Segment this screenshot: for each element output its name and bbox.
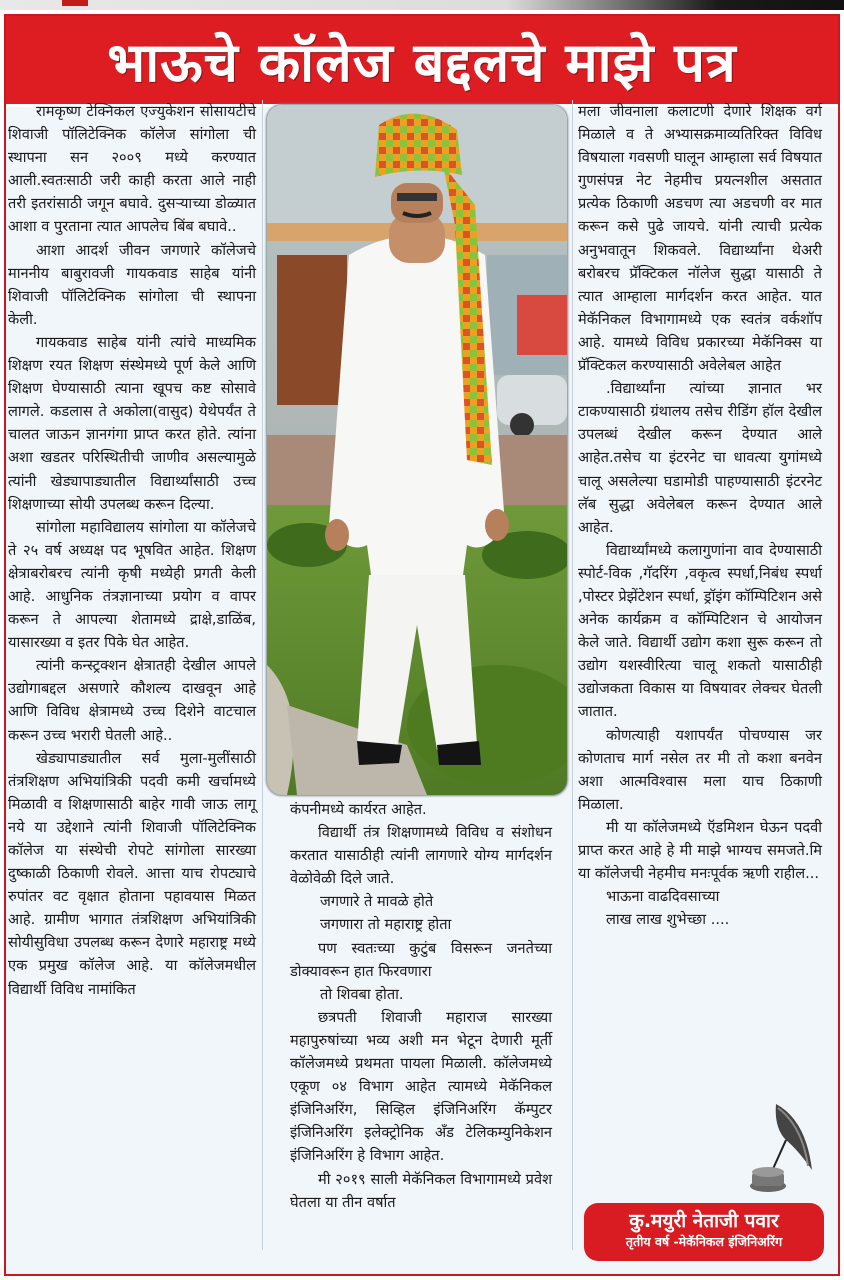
poem-line: पण स्वतःच्या कुटुंब विसरून जनतेच्या डोक्यावरून हात फिरवणारा [290,939,552,980]
author-name: कु.मयुरी नेताजी पवार [629,1210,779,1232]
article-column-2 [290,798,552,1214]
article-column-3 [578,100,822,931]
signature-box [584,1203,824,1261]
paragraph: .विद्यार्थ्यांना त्यांच्या ज्ञानात भर टाकण्यासाठी ग्रंथालय तसेच रीडिंग हॉल देखील उपलब्धं देखील करून देण्यात आले आहेत.तसेच या इंटरनेट चा धावत्या युगांमध्ये चालू असलेल्या घडामोडी पाहण्यासाठी इंटरनेट लॅब सुद्धा अवेलेबल करून देण्यात आले आहेत. [578,380,822,536]
greeting-line: भाऊना वाढदिवसाच्या [606,888,720,906]
paragraph: गायकवाड साहेब यांनी त्यांचे माध्यमिक शिक्षण रयत शिक्षण संस्थेमध्ये पूर्ण केले आणि शिक्षण घेण्यासाठी त्याना खूपच कष्ट सोसावे लागले. कडलास ते अकोला(वासुद) येथेपर्यंत ते चालत जाऊन ज्ञानगंगा प्राप्त करत होते. त्यांना अशा खडतर परिस्थितीची जाणीव असल्यामुळे त्यांनी खेड्यापाड्यातील विद्यार्थ्यांसाठी उच्च शिक्षणाच्या सोयी उपलब्ध करून दिल्या. [8,333,256,513]
poem-line: जगणारे ते मावळे होते [320,893,434,911]
paragraph: मला जीवनाला कलाटणी देणारे शिक्षक वर्ग मिळाले व ते अभ्यासक्रमाव्यतिरिक्त विविध विषयाला गवसणी घालून आम्हाला सर्व विषयात गुणसंपन्न नेट नेहमीच प्रयत्नशील असतात प्रत्येक ठिकाणी अडचण त्या अडचणी वर मात करून कसे पुढे जायचे. यांनी त्याची प्रत्येक अनुभवातून शिकवले. विद्यार्थ्यांना थेअरी बरोबरच प्रॅक्टिकल नॉलेज सुद्धा यासाठी ते त्यात आम्हाला मार्गदर्शन करत आहेत. यात मेकॅनिकल विभागामध्ये एक स्वतंत्र वर्कशॉप आहे. यामध्ये विविध प्रकारच्या मेकॅनिक्स या प्रॅक्टिकल करण्यासाठी अवेलेबल आहेत [578,103,822,375]
paragraph: सांगोला महाविद्यालय सांगोला या कॉलेजचे ते २५ वर्ष अध्यक्ष पद भूषवित आहेत. शिक्षण क्षेत्राबरोबरच त्यांनी कृषी मध्येही प्रगती केली आहे. आधुनिक तंत्रज्ञानाच्या प्रयोग व वापर करून ते आपल्या शेतामध्ये द्राक्षे,डाळिंब, यासारख्या व इतर पिके घेत आहेत. [8,518,256,652]
paragraph: कोणत्याही यशापर्यंत पोचण्यास जर कोणताच मार्ग नसेल तर मी तो कशा बनवेन अशा आत्मविश्वास मला याच ठिकाणी मिळाला. [578,726,822,813]
article-headline: भाऊचे कॉलेज बद्दलचे माझे पत्र [6,16,838,107]
paragraph: मी २०१९ साली मेकॅनिकल विभागामध्ये प्रवेश घेतला या तीन वर्षात [290,1170,552,1211]
paragraph: आशा आदर्श जीवन जगणारे कॉलेजचे माननीय बाबुरावजी गायकवाड साहेब यांनी शिवाजी पॉलिटेक्निक सांगोला ची स्थापना केली. [8,241,256,328]
paragraph: खेड्यापाड्यातील सर्व मुला-मुलींसाठी तंत्रशिक्षण अभियांत्रिकी पदवी कमी खर्चामध्ये मिळावी व शिक्षणासाठी बाहेर गावी जाऊ लागू नये या उद्देशाने त्यांनी शिवाजी पॉलिटेक्निक कॉलेज या संस्थेची रोपटे सांगोला सारख्या दुष्काळी ठिकाणी रोवले. आत्ता याच रोपट्याचे रुपांतर वट वृक्षात होताना पहावयास मिळत आहे. ग्रामीण भागात तंत्रशिक्षण अभियांत्रिकी सोयीसुविधा उपलब्ध करून देणारे महाराष्ट्र मध्ये एक प्रमुख कॉलेज आहे. या कॉलेजमधील विद्यार्थी विविध नामांकित [8,749,256,998]
quill-inkpot-icon [746,1100,820,1198]
paragraph: कंपनीमध्ये कार्यरत आहेत. [290,801,427,818]
poem-line: जगणारा तो महाराष्ट्र होता [320,916,452,934]
paragraph: रामकृष्ण टेक्निकल एज्युकेशन सोसायटीचे शिवाजी पॉलिटेक्निक कॉलेज सांगोला ची स्थापना सन २००९ मध्ये करण्यात आली.स्वतःसाठी जरी काही करता आले नाही तरी इतरांसाठी जगून बघावे. दुसऱ्याच्या डोळ्यात आशा व पुरताना त्यात आपलेच बिंब बघावे.. [8,103,256,236]
paragraph: विद्यार्थी तंत्र शिक्षणामध्ये विविध व संशोधन करतात यासाठीही त्यांनी लागणारे योग्य मार्गदर्शन वेळोवेळी दिले जाते. [290,824,552,888]
paragraph: मी या कॉलेजमध्ये ऍडमिशन घेऊन पदवी प्राप्त करत आहे हे मी माझे भाग्यच समजते.मि या कॉलेजची नेहमीच मनःपूर्वक ऋणी राहील... [578,818,822,883]
top-strip-mark [62,0,88,6]
paragraph: छत्रपती शिवाजी महाराज सारख्या महापुरुषांच्या भव्य अशी मन भेटून देणारी मूर्ती कॉलेजमध्ये प्रथमता पायला मिळाली. कॉलेजमध्ये एकूण ०४ विभाग आहेत त्यामध्ये मेकॅनिकल इंजिनिअरिंग, सिव्हिल इंजिनिअरिंग कॅम्पुटर इंजिनिअरिंग इलेक्ट्रोनिक अँड टेलिकम्युनिकेशन इंजिनिअरिंग हे विभाग आहेत. [290,1008,552,1165]
article-column-1 [8,100,256,1001]
top-strip [0,0,844,10]
column-divider [262,100,263,1250]
column-divider [572,100,573,1250]
poem-line: तो शिवबा होता. [320,985,404,1003]
portrait-photo [266,104,568,796]
paragraph: विद्यार्थ्यांमध्ये कलागुणांना वाव देण्यासाठी स्पोर्ट-विक ,गॅदरिंग ,वकृत्व स्पर्धा,निबंध स्पर्धा ,पोस्टर प्रेझेंटेशन स्पर्धा, ड्रॉइंग कॉम्पिटिशन असे अनेक कार्यक्रम व कॉम्पिटिशन चे आयोजन केले जाते. विद्यार्थी उद्योग कशा सुरू करून तो उद्योग यशस्वीरित्या चालू शकतो यासाठीही उद्योजकता विकास या विषयावर लेक्चर घेतली जातात. [578,541,822,721]
author-subtitle: तृतीय वर्ष -मेकॅनिकल इंजिनिअरिंग [625,1234,783,1249]
paragraph: त्यांनी कन्स्ट्रक्शन क्षेत्रातही देखील आपले उद्योगाबद्दल असणारे कौशल्य दाखवून आहे आणि विविध क्षेत्रामध्ये उच्च दिशेने वाटचाल करून उच्च भरारी घेतली आहे.. [8,657,256,744]
greeting-line: लाख लाख शुभेच्छा .... [606,911,730,929]
